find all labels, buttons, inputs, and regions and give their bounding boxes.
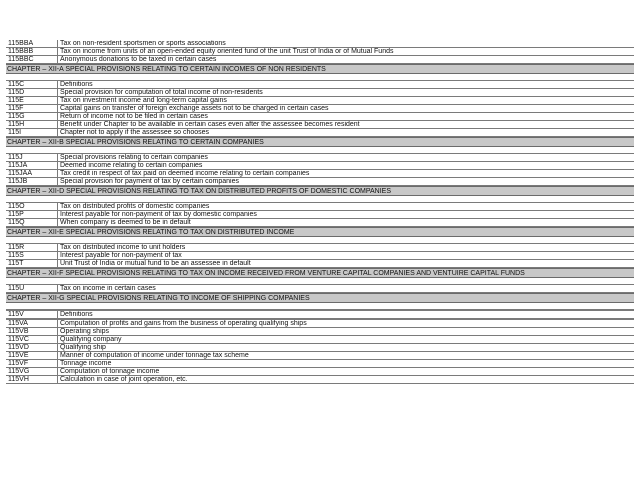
section-code: 115BBC — [8, 56, 34, 63]
chapter-heading-row — [6, 293, 634, 303]
section-description: Qualifying ship — [57, 344, 634, 351]
chapter-heading-row — [6, 186, 634, 196]
section-description: Benefit under Chapter to be available in certain cases even after the assessee becomes resident — [57, 121, 634, 128]
section-code: 115VF — [8, 360, 29, 367]
chapter-heading: CHAPTER – XII-D SPECIAL PROVISIONS RELATING TO TAX ON DISTRIBUTED PROFITS OF DOMESTIC COMPANIES — [7, 188, 392, 195]
section-code: 115JB — [8, 178, 28, 185]
section-row — [6, 252, 634, 260]
section-code: 115VD — [8, 344, 29, 351]
section-code: 115S — [8, 252, 24, 259]
section-code: 115VB — [8, 328, 29, 335]
empty-row — [6, 237, 634, 244]
section-row — [6, 105, 634, 113]
section-row — [6, 203, 634, 211]
empty-cell — [57, 278, 634, 284]
section-description: Return of income not to be filed in certain cases — [57, 113, 634, 120]
section-description: Special provision for computation of total income of non-residents — [57, 89, 634, 96]
empty-cell — [57, 196, 634, 202]
section-code: 115F — [8, 105, 24, 112]
section-row — [6, 40, 634, 48]
section-row — [6, 368, 634, 376]
section-code: 115Q — [8, 219, 25, 226]
section-code: 115BBA — [8, 40, 34, 47]
chapter-heading: CHAPTER – XII-E SPECIAL PROVISIONS RELATING TO TAX ON DISTRIBUTED INCOME — [7, 229, 295, 236]
section-description: Tax on distributed profits of domestic companies — [57, 203, 634, 210]
section-row — [6, 360, 634, 368]
section-row — [6, 320, 634, 328]
chapter-heading-row — [6, 137, 634, 147]
chapter-heading: CHAPTER – XII-G SPECIAL PROVISIONS RELATING TO INCOME OF SHIPPING COMPANIES — [7, 295, 310, 302]
empty-row — [6, 147, 634, 154]
section-row — [6, 48, 634, 56]
section-row — [6, 219, 634, 227]
section-description: Computation of profits and gains from the business of operating qualifying ships — [57, 320, 634, 327]
section-description: Qualifying company — [57, 336, 634, 343]
empty-row — [6, 278, 634, 285]
section-row — [6, 121, 634, 129]
section-description: Anonymous donations to be taxed in certain cases — [57, 56, 634, 63]
section-description: Tax credit in respect of tax paid on deemed income relating to certain companies — [57, 170, 634, 177]
section-description: When company is deemed to be in default — [57, 219, 634, 226]
chapter-heading: CHAPTER – XII-F SPECIAL PROVISIONS RELATING TO TAX ON INCOME RECEIVED FROM VENTURE CAPITAL COMPANIES AND VENTUIRE CAPITAL FUNDS — [7, 270, 525, 277]
section-description: Interest payable for non-payment of tax — [57, 252, 634, 259]
section-description: Special provision for payment of tax by certain companies — [57, 178, 634, 185]
section-description: Definitions — [57, 81, 634, 88]
section-code: 115JA — [8, 162, 28, 169]
spreadsheet-table — [6, 40, 634, 384]
section-row — [6, 211, 634, 219]
section-code: 115H — [8, 121, 25, 128]
section-description: Special provisions relating to certain companies — [57, 154, 634, 161]
section-description: Chapter not to apply if the assessee so chooses — [57, 129, 634, 136]
section-row — [6, 376, 634, 384]
section-code: 115R — [8, 244, 25, 251]
section-description: Tonnage income — [57, 360, 634, 367]
section-description: Unit Trust of India or mutual fund to be an assessee in default — [57, 260, 634, 267]
section-code: 115E — [8, 97, 24, 104]
section-row — [6, 113, 634, 121]
section-row — [6, 311, 634, 319]
section-row — [6, 89, 634, 97]
section-code: 115U — [8, 285, 25, 292]
empty-cell — [57, 303, 634, 309]
section-description: Capital gains on transfer of foreign exchange assets not to be charged in certain cases — [57, 105, 634, 112]
chapter-heading-row — [6, 227, 634, 237]
section-row — [6, 154, 634, 162]
section-row — [6, 260, 634, 268]
section-row — [6, 56, 634, 64]
section-code: 115T — [8, 260, 24, 267]
section-description: Tax on income in certain cases — [57, 285, 634, 292]
section-code: 115P — [8, 211, 24, 218]
chapter-heading: CHAPTER – XII-B SPECIAL PROVISIONS RELATING TO CERTAIN COMPANIES — [7, 139, 264, 146]
section-code: 115VE — [8, 352, 29, 359]
section-description: Calculation in case of joint operation, etc. — [57, 376, 634, 383]
section-row — [6, 344, 634, 352]
section-code: 115I — [8, 129, 22, 136]
section-code: 115VA — [8, 320, 28, 327]
section-row — [6, 97, 634, 105]
section-code: 115D — [8, 89, 25, 96]
section-row — [6, 285, 634, 293]
section-description: Deemed income relating to certain companies — [57, 162, 634, 169]
section-code: 115VH — [8, 376, 29, 383]
section-code: 115VG — [8, 368, 30, 375]
empty-cell — [57, 74, 634, 80]
section-code: 115C — [8, 81, 25, 88]
section-row — [6, 352, 634, 360]
section-row — [6, 162, 634, 170]
chapter-heading: CHAPTER – XII-A SPECIAL PROVISIONS RELATING TO CERTAIN INCOMES OF NON RESIDENTS — [7, 66, 326, 73]
section-row — [6, 336, 634, 344]
empty-row — [6, 196, 634, 203]
section-description: Computation of tonnage income — [57, 368, 634, 375]
empty-cell — [57, 237, 634, 243]
section-description: Tax on non-resident sportsmen or sports associations — [57, 40, 634, 47]
section-code: 115BBB — [8, 48, 34, 55]
section-description: Definitions — [57, 311, 634, 318]
chapter-heading-row — [6, 268, 634, 278]
chapter-heading-row — [6, 64, 634, 74]
section-row — [6, 81, 634, 89]
section-description: Manner of computation of income under tonnage tax scheme — [57, 352, 634, 359]
section-row — [6, 170, 634, 178]
section-code: 115V — [8, 311, 24, 318]
section-description: Tax on distributed income to unit holders — [57, 244, 634, 251]
empty-cell — [57, 147, 634, 153]
section-code: 115J — [8, 154, 23, 161]
section-row — [6, 244, 634, 252]
empty-row — [6, 74, 634, 81]
section-description: Tax on income from units of an open-ended equity oriented fund of the unit Trust of India or of Mutual Funds — [57, 48, 634, 55]
section-description: Interest payable for non-payment of tax by domestic companies — [57, 211, 634, 218]
section-row — [6, 178, 634, 186]
section-code: 115VC — [8, 336, 29, 343]
section-code: 115G — [8, 113, 25, 120]
section-code: 115JAA — [8, 170, 32, 177]
section-code: 115O — [8, 203, 25, 210]
section-description: Operating ships — [57, 328, 634, 335]
section-description: Tax on investment income and long-term capital gains — [57, 97, 634, 104]
empty-row — [6, 303, 634, 310]
section-row — [6, 328, 634, 336]
section-row — [6, 129, 634, 137]
